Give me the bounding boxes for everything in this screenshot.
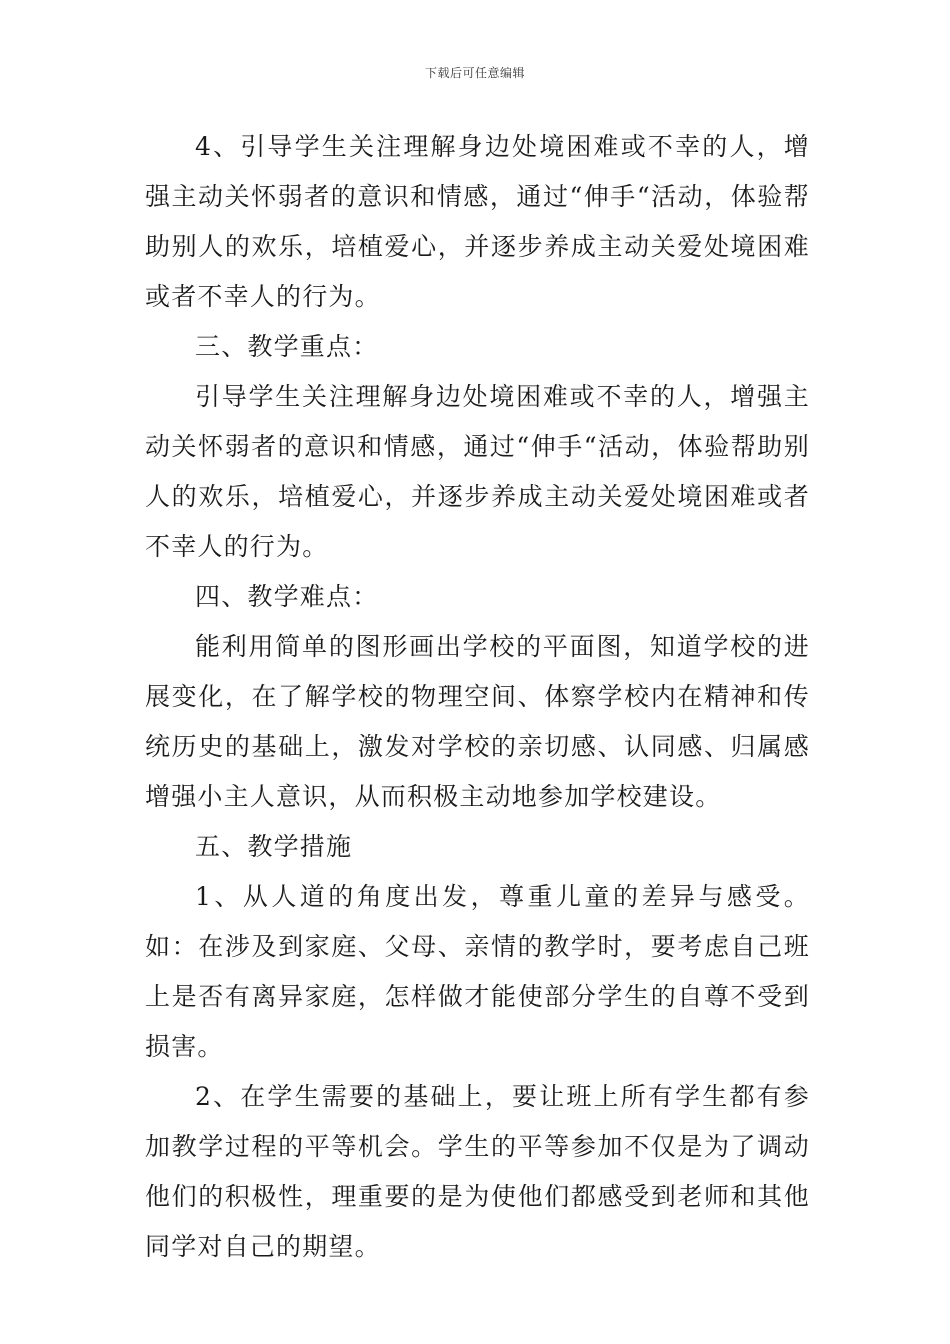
heading-teaching-measures: 五、教学措施 (195, 832, 353, 861)
paragraph-teaching-focus: 引导学生关注理解身边处境困难或不幸的人，增强主动关怀弱者的意识和情感，通过“伸手“活动，体验帮助别人的欢乐，培植爱心，并逐步养成主动关爱处境困难或者不幸人的行为。 (145, 382, 810, 561)
paragraph-teaching-difficulty: 能利用简单的图形画出学校的平面图，知道学校的进展变化，在了解学校的物理空间、体察学校内在精神和传统历史的基础上，激发对学校的亲切感、认同感、归属感增强小主人意识，从而积极主动地参加学校建设。 (145, 632, 810, 811)
paragraph-measure-2: 2、在学生需要的基础上，要让班上所有学生都有参加教学过程的平等机会。学生的平等参加不仅是为了调动他们的积极性，理重要的是为使他们都感受到老师和其他同学对自己的期望。 (145, 1082, 810, 1261)
paragraph-objective-4: 4、引导学生关注理解身边处境困难或不幸的人，增强主动关怀弱者的意识和情感，通过“伸手“活动，体验帮助别人的欢乐，培植爱心，并逐步养成主动关爱处境困难或者不幸人的行为。 (145, 132, 810, 311)
heading-teaching-focus: 三、教学重点： (195, 332, 379, 361)
page-header: 下载后可任意编辑 (424, 66, 525, 80)
heading-teaching-difficulty: 四、教学难点： (195, 582, 379, 611)
paragraph-measure-1: 1、从人道的角度出发，尊重儿童的差异与感受。如：在涉及到家庭、父母、亲情的教学时，要考虑自己班上是否有离异家庭，怎样做才能使部分学生的自尊不受到损害。 (145, 882, 810, 1061)
document-body (145, 122, 810, 1272)
